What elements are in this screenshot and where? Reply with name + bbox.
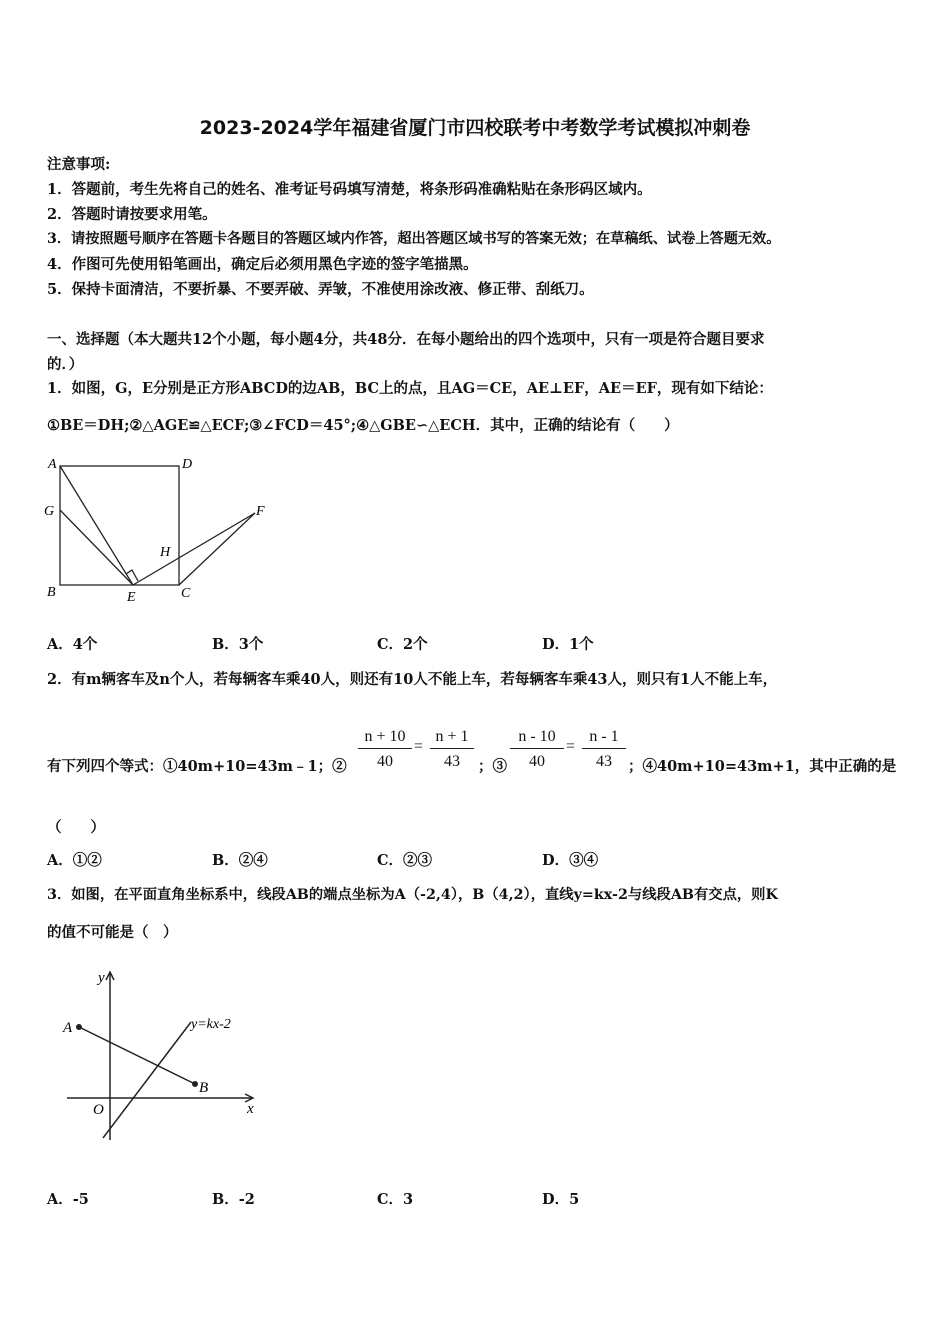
notice-item: 1．答题前，考生先将自己的姓名、准考证号码填写清楚，将条形码准确粘贴在条形码区域内。 xyxy=(47,181,652,198)
page-title: 2023-2024学年福建省厦门市四校联考中考数学考试模拟冲刺卷 xyxy=(199,117,751,139)
fraction-4-den: 43 xyxy=(596,753,612,770)
label-b: B xyxy=(199,1080,209,1096)
option-d: D．1个 xyxy=(542,636,594,653)
label-x: x xyxy=(247,1101,254,1117)
label-e: E xyxy=(127,590,136,605)
fraction-1 xyxy=(358,728,412,771)
label-c: C xyxy=(181,586,191,601)
question-2-prefix: 有下列四个等式：①40m+10=43m﹣1；② xyxy=(47,758,347,775)
notice-item: 5．保持卡面清洁，不要折暴、不要弄破、弄皱，不准使用涂改液、修正带、刮纸刀。 xyxy=(47,281,594,298)
fraction-1-num: n + 10 xyxy=(358,728,412,749)
label-f: F xyxy=(256,504,265,519)
label-y: y xyxy=(98,970,105,986)
label-a: A xyxy=(63,1020,73,1036)
section-heading: 一、选择题（本大题共12个小题，每小题4分，共48分．在每小题给出的四个选项中，只有一项是符合题目要求 xyxy=(47,331,765,348)
question-2-sep: ；③ xyxy=(478,758,507,775)
option-c: C．②③ xyxy=(377,852,433,869)
option-a: A．4个 xyxy=(47,636,98,653)
question-1-text-2: ①BE＝DH;②△AGE≌△ECF;③∠FCD＝45°;④△GBE∽△ECH．其中，正确的结论有（ ） xyxy=(47,417,679,434)
equals-sign: = xyxy=(566,738,576,755)
notice-heading: 注意事项: xyxy=(47,156,111,173)
question-3-figure xyxy=(55,960,270,1150)
fraction-2 xyxy=(430,728,474,771)
fraction-2-num: n + 1 xyxy=(430,728,474,749)
fraction-1-den: 40 xyxy=(377,753,393,770)
fraction-3-num: n - 10 xyxy=(510,728,564,749)
label-g: G xyxy=(44,504,55,519)
fraction-2-den: 43 xyxy=(444,753,460,770)
equals-sign: = xyxy=(414,738,424,755)
notice-item: 4．作图可先使用铅笔画出，确定后必须用黑色字迹的签字笔描黑。 xyxy=(47,256,478,273)
option-c: C．3 xyxy=(377,1191,414,1208)
label-o: O xyxy=(93,1102,104,1118)
fraction-4 xyxy=(582,728,626,771)
question-1-figure xyxy=(40,450,280,610)
question-2-suffix: ；④40m+10=43m+1，其中正确的是 xyxy=(628,758,897,775)
fraction-3-den: 40 xyxy=(529,753,545,770)
option-b: B．3个 xyxy=(212,636,264,653)
fraction-3 xyxy=(510,728,564,771)
option-b: B．②④ xyxy=(212,852,268,869)
option-d: D．5 xyxy=(542,1191,580,1208)
label-b: B xyxy=(47,585,56,600)
question-1-text: 1．如图，G，E分别是正方形ABCD的边AB，BC上的点，且AG＝CE，AE⊥EF，AE＝EF，现有如下结论： xyxy=(47,380,773,397)
option-a: A．-5 xyxy=(47,1191,89,1208)
section-heading-cont: 的．） xyxy=(47,356,84,373)
label-d: D xyxy=(182,457,193,472)
question-2-text: 2．有m辆客车及n个人，若每辆客车乘40人，则还有10人不能上车，若每辆客车乘43人，则只有1人不能上车， xyxy=(47,671,778,688)
question-3-text: 3．如图，在平面直角坐标系中，线段AB的端点坐标为A（-2,4），B（4,2），直线y=kx-2与线段AB有交点，则K xyxy=(47,887,778,903)
notice-item: 2．答题时请按要求用笔。 xyxy=(47,206,217,223)
label-h: H xyxy=(160,545,171,560)
notice-item: 3．请按照题号顺序在答题卡各题目的答题区域内作答，超出答题区域书写的答案无效；在草稿纸、试卷上答题无效。 xyxy=(47,231,781,247)
label-a: A xyxy=(48,457,57,472)
question-3-text-2: 的值不可能是（ ） xyxy=(47,924,178,941)
option-d: D．③④ xyxy=(542,852,599,869)
label-line: y=kx-2 xyxy=(191,1017,231,1032)
option-b: B．-2 xyxy=(212,1191,255,1208)
fraction-4-num: n - 1 xyxy=(582,728,626,749)
option-a: A．①② xyxy=(47,852,102,869)
answer-paren: （ ） xyxy=(47,819,105,836)
option-c: C．2个 xyxy=(377,636,428,653)
